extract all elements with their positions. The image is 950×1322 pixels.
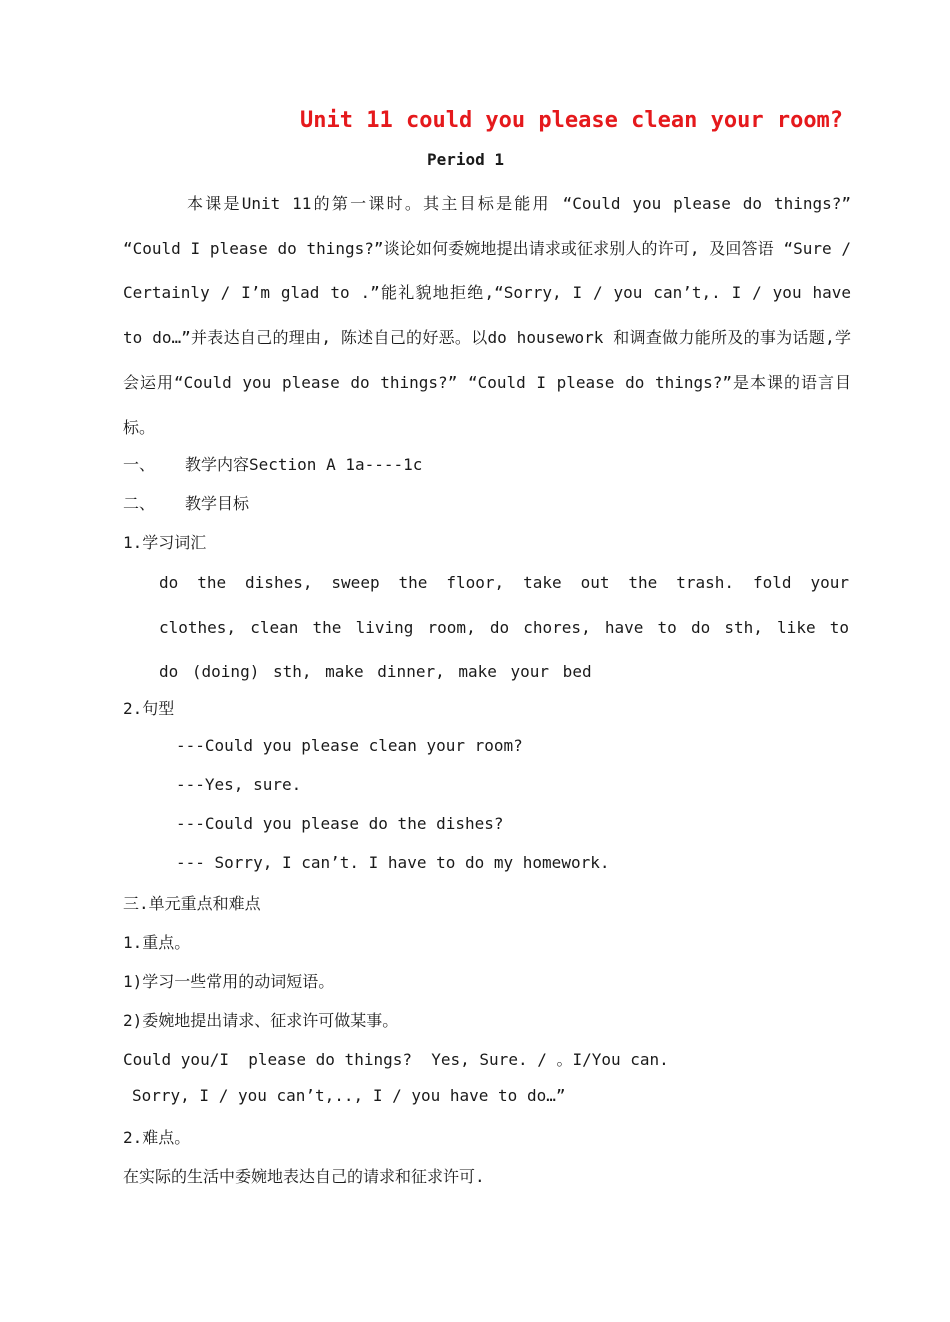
section-1-text: 教学内容Section A 1a----1c [185,455,423,474]
intro-paragraph: 本课是Unit 11的第一课时。其主目标是能用 “Could you please do things?” “Could I please do things?”谈论如何委婉地提出请求或征求别人的许可, 及回答语 “Sure / Certainly / I’m glad to .”能礼貌地拒绝,“Sorry, I / you can’t,. I / you have to do…”并表达自己的理由, 陈述自己的好恶。以do housework 和调查做力能所及的事为话题,学会运用“Could you please do things?” “Could I please do things?”是本课的语言目标。 [123,194,851,437]
section-2-text: 教学目标 [185,494,250,513]
section-2 [123,491,249,514]
key-point-item: 2)委婉地提出请求、征求许可做某事。 [123,1011,399,1030]
dialog-line: ---Could you please do the dishes? [176,814,504,833]
section-2-number: 二、 [123,494,156,513]
document-title: Unit 11 could you please clean your room? [300,108,844,133]
period-label: Period 1 [427,150,505,169]
example-line: Sorry, I / you can’t,.., I / you have to do…” [132,1086,566,1105]
dialog-line: ---Could you please clean your room? [176,736,523,755]
objective-2-heading: 2.句型 [123,699,175,718]
difficulty-heading: 2.难点。 [123,1128,191,1147]
key-point-item: 1)学习一些常用的动词短语。 [123,972,335,991]
section-1-number: 一、 [123,455,156,474]
dialog-line: ---Yes, sure. [176,775,302,794]
section-3-heading: 三.单元重点和难点 [123,894,261,913]
section-1 [123,452,422,475]
dialog-line: --- Sorry, I can’t. I have to do my homework. [176,853,610,872]
example-line: Could you/I please do things? Yes, Sure. / 。I/You can. [123,1050,669,1069]
key-points-heading: 1.重点。 [123,933,191,952]
objective-1-heading: 1.学习词汇 [123,533,207,552]
difficulty-text: 在实际的生活中委婉地表达自己的请求和征求许可. [123,1167,485,1186]
vocabulary-paragraph: do the dishes, sweep the floor, take out the trash. fold your clothes, clean the living room, do chores, have to do sth, like to do (doing) sth, make dinner, make your bed [159,573,849,682]
